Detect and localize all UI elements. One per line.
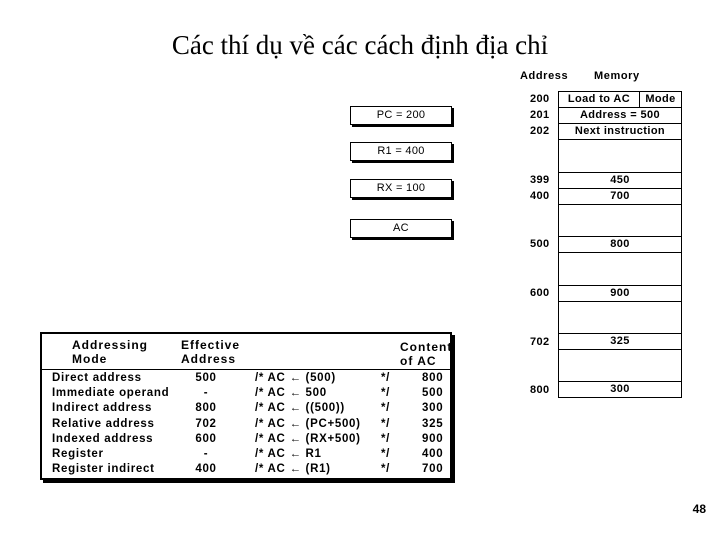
- addressing-table: [40, 332, 452, 480]
- table-cell-end: */: [381, 387, 391, 400]
- table-cell-mode: Register: [52, 448, 104, 460]
- table-cell-mode: Relative address: [52, 417, 155, 430]
- table-cell-end: */: [381, 432, 391, 445]
- memory-cell-600: 900: [559, 286, 681, 302]
- table-cell-mode: Indirect address: [52, 402, 153, 415]
- memory-cell-400: 700: [559, 189, 681, 205]
- table-cell-op: /* AC ← (500): [255, 372, 336, 384]
- register-pc: PC = 200: [350, 106, 452, 125]
- page-number: 48: [692, 502, 706, 516]
- instruction-mode: Mode: [645, 93, 676, 105]
- memory-gap: [559, 350, 681, 382]
- memory-gap: [559, 205, 681, 237]
- table-cell-end: */: [381, 417, 391, 430]
- address-label: 500: [530, 238, 550, 250]
- register-ac: AC: [350, 219, 452, 238]
- memory-gap: [559, 140, 681, 173]
- header-effective: Effective: [181, 338, 241, 352]
- table-cell-eff: 702: [195, 417, 217, 430]
- table-cell-op: /* AC ← R1: [255, 448, 322, 460]
- address-label: 600: [530, 287, 550, 299]
- table-cell-mode: Direct address: [52, 372, 142, 384]
- slide-title: Các thí dụ về các cách định địa chỉ: [171, 30, 549, 60]
- header-addressing: Addressing: [72, 338, 149, 352]
- address-label: 400: [530, 190, 550, 202]
- memory-header: Memory: [594, 70, 640, 82]
- memory-gap: [559, 302, 681, 334]
- table-cell-op: /* AC ← (RX+500): [255, 432, 361, 445]
- header-address: Address: [181, 352, 237, 366]
- address-label: 200: [530, 93, 550, 105]
- instruction-opcode: Load to AC: [559, 92, 640, 107]
- register-r1: R1 = 400: [350, 142, 452, 161]
- address-header: Address: [520, 70, 569, 82]
- table-cell-op: /* AC ← 500: [255, 387, 327, 400]
- header-of-ac: of AC: [400, 354, 437, 368]
- header-divider: [42, 369, 450, 370]
- table-cell-end: */: [381, 402, 391, 415]
- table-cell-end: */: [381, 372, 391, 384]
- table-cell-content: 325: [422, 417, 444, 430]
- table-cell-content: 500: [422, 387, 444, 400]
- table-cell-end: */: [381, 463, 391, 476]
- address-label: 702: [530, 336, 550, 348]
- memory-cell-500: 800: [559, 237, 681, 253]
- address-label: 201: [530, 109, 550, 121]
- memory-gap: [559, 253, 681, 286]
- table-cell-eff: -: [203, 387, 209, 400]
- memory-cell-200: [559, 92, 681, 108]
- memory-cell-399: 450: [559, 173, 681, 189]
- header-content: Content: [400, 340, 453, 354]
- address-label: 800: [530, 384, 550, 396]
- table-cell-content: 400: [422, 448, 444, 460]
- table-cell-eff: 800: [195, 402, 217, 415]
- table-cell-eff: 600: [195, 432, 217, 445]
- table-cell-op: /* AC ← ((500)): [255, 402, 345, 415]
- memory-cell-202: Next instruction: [559, 124, 681, 140]
- table-cell-content: 800: [422, 372, 444, 384]
- register-rx: RX = 100: [350, 179, 452, 198]
- memory-column: [558, 91, 682, 398]
- table-cell-mode: Register indirect: [52, 463, 155, 476]
- table-cell-op: /* AC ← (R1): [255, 463, 331, 476]
- memory-cell-702: 325: [559, 334, 681, 350]
- table-cell-eff: 400: [195, 463, 217, 476]
- table-cell-op: /* AC ← (PC+500): [255, 417, 361, 430]
- table-cell-eff: -: [203, 448, 209, 460]
- table-cell-end: */: [381, 448, 391, 460]
- address-label: 202: [530, 125, 550, 137]
- table-cell-content: 300: [422, 402, 444, 415]
- table-cell-mode: Indexed address: [52, 432, 154, 445]
- header-mode: Mode: [72, 352, 108, 366]
- table-cell-content: 700: [422, 463, 444, 476]
- table-cell-content: 900: [422, 432, 444, 445]
- table-cell-eff: 500: [195, 372, 217, 384]
- memory-cell-201: Address = 500: [559, 108, 681, 124]
- memory-cell-800: 300: [610, 383, 630, 395]
- table-cell-mode: Immediate operand: [52, 387, 170, 400]
- address-label: 399: [530, 174, 550, 186]
